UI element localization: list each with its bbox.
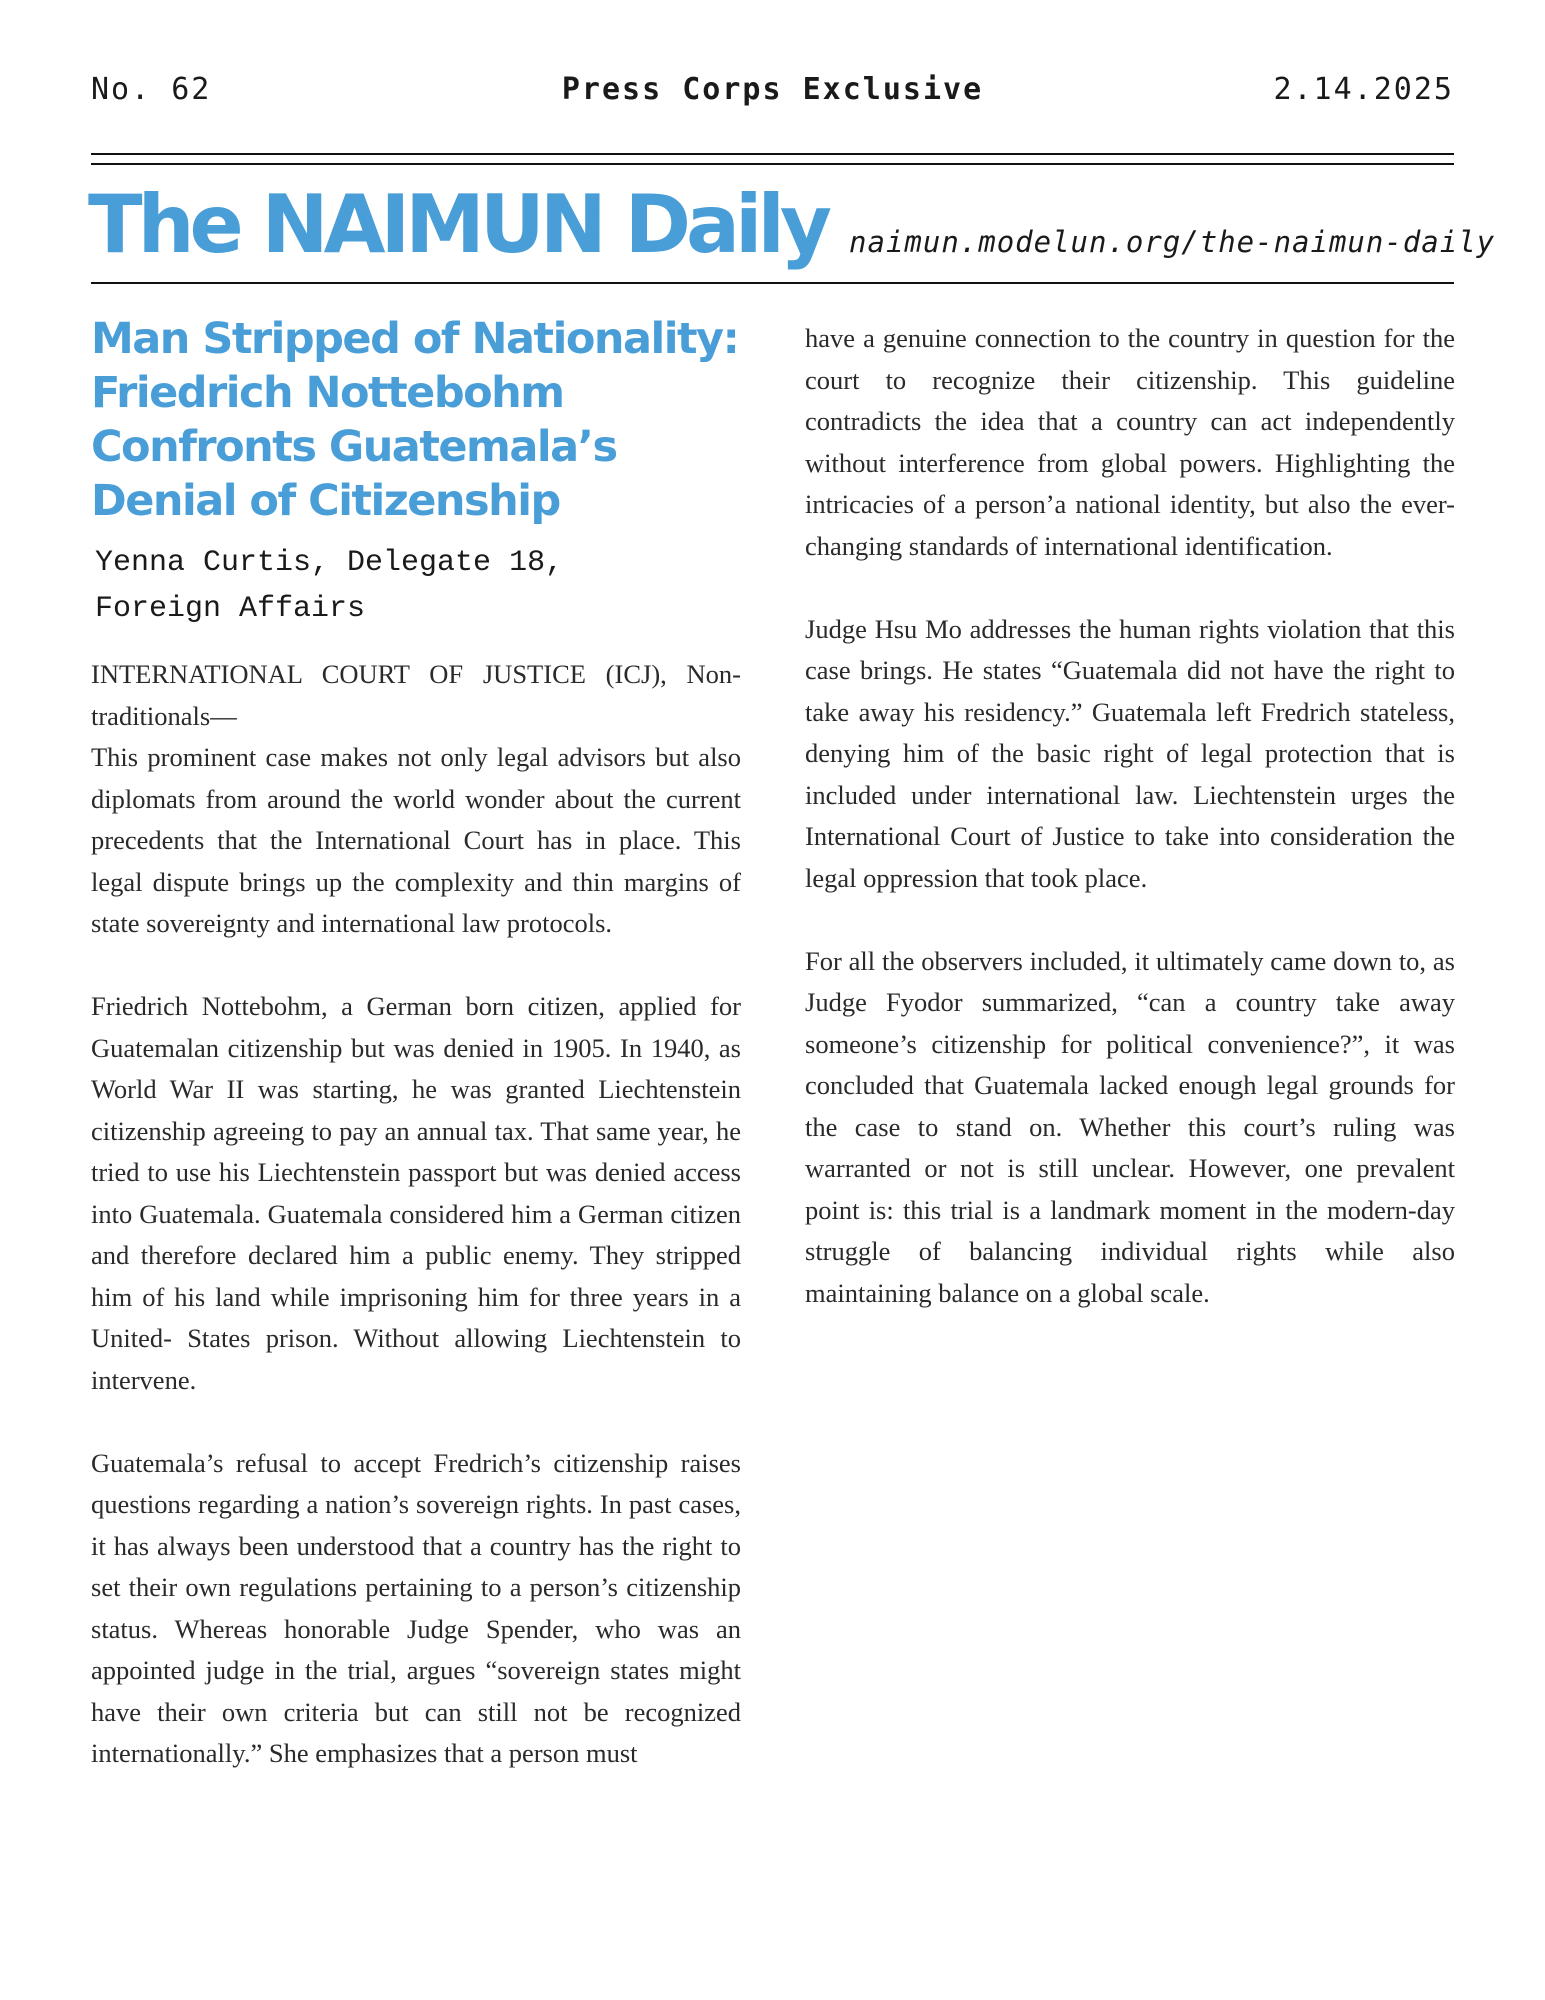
top-bar — [91, 72, 1454, 112]
issue-date: 2.14.2025 — [1273, 72, 1454, 107]
byline-author: Yenna Curtis, Delegate 18, — [95, 546, 564, 580]
article-headline: Man Stripped of Nationality: Friedrich Nottebohm Confronts Guatemala’s Denial of Citizenship — [91, 314, 739, 526]
article-dateline: INTERNATIONAL COURT OF JUSTICE (ICJ), Non-traditionals— — [91, 659, 741, 731]
article-paragraph: Guatemala’s refusal to accept Fredrich’s citizenship raises questions regarding a nation’s sovereign rights. In past cases, it has always been understood that a country has the right to set their own regulations pertaining to a person’s citizenship status. Whereas honorable Judge Spender, who was an appointed judge in the trial, argues “sovereign states might have their own criteria but can still not be recognized internationally.” She emphasizes that a person must — [91, 1447, 741, 1768]
byline-section: Foreign Affairs — [95, 592, 366, 626]
section-label: Press Corps Exclusive — [561, 72, 984, 107]
article-paragraph: Friedrich Nottebohm, a German born citizen, applied for Guatemalan citizenship but was denied in 1905. In 1940, as World War II was starting, he was granted Liechtenstein citizenship agreeing to pay an annual tax. That same year, he tried to use his Liechtenstein passport but was denied access into Guatemala. Guatemala considered him a German citizen and therefore declared him a public enemy. They stripped him of his land while imprisoning him for three years in a United- States prison. Without allowing Liechtenstein to intervene. — [91, 991, 741, 1395]
newspaper-title: The NAIMUN Daily — [88, 178, 828, 271]
article-paragraph: For all the observers included, it ultimately came down to, as Judge Fyodor summarized, “can a country take away someone’s citizenship for political convenience?”, it was concluded that Guatemala lacked enough legal grounds for the case to stand on. Whether this court’s ruling was warranted or not is still unclear. However, one prevalent point is: this trial is a landmark moment in the modern-day struggle of balancing individual rights while also maintaining balance on a global scale. — [805, 945, 1455, 1308]
article-column-right — [805, 318, 1455, 1314]
article-paragraph: This prominent case makes not only legal advisors but also diplomats from around the world wonder about the current precedents that the International Court has in place. This legal dispute brings up the complexity and thin margins of state sovereignty and international law protocols. — [91, 742, 741, 938]
article-column-left — [91, 312, 741, 1775]
article-paragraph: Judge Hsu Mo addresses the human rights violation that this case brings. He states “Guatemala did not have the right to take away his residency.” Guatemala left Fredrich stateless, denying him of the basic right of legal protection that is included under international law. Liechtenstein urges the International Court of Justice to take into consideration the legal oppression that took place. — [805, 613, 1455, 893]
header-divider-bottom — [91, 163, 1454, 165]
masthead — [88, 178, 1495, 278]
article-byline — [95, 540, 741, 632]
article-paragraph: have a genuine connection to the country in question for the court to recognize their citizenship. This guideline contradicts the idea that a country can act independently without interference from global powers. Highlighting the intricacies of a person’a national identity, but also the ever-changing standards of international identification. — [805, 323, 1455, 561]
header-divider-top — [91, 153, 1454, 155]
issue-number: No. 62 — [91, 72, 212, 107]
newspaper-url: naimun.modelun.org/the-naimun-daily — [849, 225, 1496, 259]
masthead-divider — [91, 282, 1454, 284]
